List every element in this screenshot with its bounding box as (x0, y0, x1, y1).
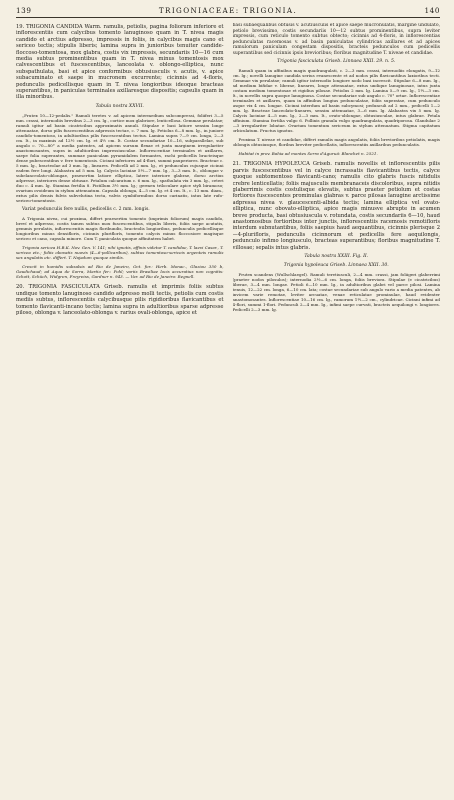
species-20-diagnosis: 20. TRIGONIA FASCICULATA Griseb. ramulis et imprimis foliis subtus undique tomento lanuginoso candido adpresso molli tectis, petiolis cum costis mediis subtus, inflorescentiis calycibusque pilis rigidioribus flavicantibus et tomento flavicanti-incano tectis; lamina supra in adultioribus sparse adpresse piloso, oblonga v. lanceolato-oblonga v. rarius ovali-oblonga, apice et (16, 284, 224, 317)
species-21-synonymy: Trigonia hypoleuca Griseb. Linnaea XXII. 30. (283, 262, 389, 268)
species-19-localities: Crescit in humidis subsalsis ad Rio de Janeiro, Oct. for.: Herb. Monac., Glaziou 350 b, Gaudichaud; ad Aqua de Sorra, Martio fer.: Pohl; variis Brasiliae locis accuratius non cognitis: Schott, Schüch, Widgren, Freyreiss, Gardner n. 943. — Var. ad Rio de Janeiro: Regnell. (16, 264, 224, 280)
species-20-habitat: Habitat in prov. Bahia ad montes Serra d'Aguruá: Blanchet n. 2521. (238, 151, 378, 157)
species-19-diagnosis: 19. TRIGONIA CANDIDA Warm. ramulis, petiolis, pagina foliorum inferiore et inflorescentiis cum calycibus tomento lanuginoso quam in T. nivea magis candido et arctius adpresso, impressis in foliis, in calycibus magis cano et sericeo tectis; stipulis liberis; lamina supra in junioribus tenuiter candide-floccoso-tomentosa, mox glabra, costis vix impressis, secundariis 10—16 cum media subtus prominentibus quam in T. nivea minus tomentosis mox calvescentibus et fuscescentibus, lanceolata v. oblongo-elliptica, nunc subspathulata, basi et apice conformibus obtusiusculis v. acutis, v. apice subacuminato et saepe in mucronem excurrente; cicinnis ad 4-floris, pedunculis pedicellisque quam in T. nivea longioribus ideoque bracteas superantibus, in paniculas terminales axillaresque dispositis; capsulis quam in illa minoribus. (16, 24, 224, 101)
species-21-plate-reference: Tabula nostra XXIII. Fig. II. (304, 253, 369, 259)
right-page-number: 140 (424, 6, 440, 15)
species-21-description: Frutex scandens (Wullschlaegel). Ramuli teretiusculi, 2—4 mm. crassi, jam foliigeri glaberrimi (praeter nodos pilosulos); internodia 2½—6 cm. longa, foliis breviora. Stipulae (e cicatricibus) liberae, 3—4 mm. longae. Petioli 6—10 mm. lg., in adultioribus glabri vel parce pilosi. Lamina tenuis, 12—22 cm. longa, 6—10 cm. lata; costae secundariae sub angulo vario a media patentes, ab invicem varie remotae, leviter arcuatae, venae reticulatae prominulae, haud evidenter anastomosantes. Inflorescentiae 10—16 cm. lg., ramorum 1½—2 cm., cylindricae. Cicinni infimi ad 4-flori, summi 1-flori. Pedunculi 2—4 mm. lg., infimi saepe curvati, bracteis aequilongi v. longiores. Pedicelli 2—3 mm. lg. (232, 271, 440, 312)
left-page-number: 139 (16, 6, 32, 15)
species-20-synonymy: Trigonia fasciculata Griseb. Linnaea XXII. 29. n. 5. (277, 59, 396, 65)
right-column (233, 23, 441, 793)
species-20-affinity: Proxima T. niveae et candidae, differt ramulis magis angulatis, foliis brevioribus petiolatis, magis oblongis obtusiusque, floribus breviter pedicellatis, inflorescentiis axillaribus pedunculatis. (232, 137, 440, 148)
left-column (16, 23, 224, 793)
running-head (16, 6, 440, 18)
running-title: TRIGONIACEAE: TRIGONIA. (158, 6, 298, 15)
species-19-affinity: A Trigonia nivea, cui proxima, differt praesertim tomento (imprimis foliorum) magis candido, breví et adpresso, costis tamen subtus mox fuscescentibus, stipulis liberis, foliis saepe acutatis, gemmis perulatis, inflorescentiis magis floribundis, bracteolis longioribus, pedunculis pedicellisque longioribus minus densifloris, cicinnis pluriflorís, tomento calycis minus floccosiore magisque sericeo et cano, capsula minore. Cum T. paniculata quoque affinitatem habet. (16, 216, 224, 242)
species-19-synonymy: Trigonia sericea H.B.K. Nov. Gen. V. 141; nihi ignotis, affinis videtur T. candidae, T. laevi Casar., T. sericea etc.; foliis obovatis nuovis (4—6-pollicaribus), subtus tomentoso-sericeis argenteis ramulis sex angulatis etc. differt. T. Najadum quoque similis. (16, 245, 224, 261)
species-19-description: „Frutex 10—12-pedalis." Ramuli teretes v. ad apicem intermedium subcompressi, foliiferi 3—5 mm. crassi, internodiis brevibus 2—3 cm. lg., cortice mox glabriore, lenticellosa. Gemmae perulatae; ramuli igitur ad basin cicatricibus approximatis annuli. Stipulae e basi latiore sensim longe attenuatae, dorso pilis fuscescentibus adpressis tectae, c. 7 mm. lg. Petiolus 6—8 mm. lg., in juniore candido-tomentoso, in adultioribus pilis fuscescentibus tectus. Lamina supra 7—9 cm. longa, 2—3 cm. lt., in maximis ad 12½ cm. lg. et 4½ cm. lt. Costae secundariae 10—16, subparallelae, sub angulo c. 70—80° a media patentes, ad apicem sursum flexae et juxta marginem irregulariter anastomosantes, supra in adultioribus impressiusculae. Inflorescentiae terminales et axillares, saepe folia superantes, summae paniculam pyramidalem formantes, rachi pedicellis bracteisque dense pubescentibus v. fere tomentosis. Cicinni inferiores ad 4-flori, summi pauperiores. Bracteae c. 5 mm. lg., bracteolae ad 3 mm. lg., lineares. Pedicelli ad 2 mm. lg., et pedunculus cujusque cicinni eadem fere longi. Alabastra ad 5 mm. lg. Calycis laciniae 5½—7 mm. lg., 3—3 mm. lt., oblongae v. subelanceolato-oblongae, praesertim latiore elliptica, latere interiore glabrae, dorso arctius adpresse, interiores dense obtusae. Petalum calcaratum c. 6 mm. lg., spathulata vix 3 mm. lg., ceteri duo c. 4 mm. lg. Stamina fertilia 8. Pistillum 3½ mm. lg.; germen triloculare apice styli biramoso; ovarium ovoideum in stylum attenuatum. Capsula oblonga, 4—5 cm. lg. et 4 cm. lt., c. 13 mm. diam., extus pilis densis fulvis subvelutina tecta, valvis cymbiformibus dorso carinatis, intus late rufo-sericeo-tomentosis. (16, 112, 224, 203)
species-21-diagnosis: 21. TRIGONIA HYPOLEUCA Griseb. ramulis novellis et inflorescentiis pilis parvis fuscescentibus vel in calyce incrassatis flavicantibus tectis, calyce quoque subtomentoso flavicanti-cano; ramulis cito glabris fuscis nitidulis crebre lenticellatis; foliis majusculis membranaceis discoloribus, supra nitidis glaberrimis costis costulisque elevatis, subtus praeter petiolum et costas fortiores fuscescentes prominulas glabras v. parce pilosas lanugine arctissime adpressa nivea v. glaucescenti-albida tectis; lamina elliptica vel ovato-elliptica, nunc obovato-elliptica, apice magis minusve abrupte in acumen breve producta, basi obtusiuscula v. rotundata, costis secundariis 6—10, haud anastomosibus fortioribus inter junctis, inflorescentiis racemosis remotifloris interdum subnutantibus, foliis saepius haud aequantibus, cicinnis plerisque 2—4-plurifloris, pedunculis cicinnorum et pedicellis fere aequilongis, pedunculo infimo longiusculo, bracteas superantibus; floribus magnitudine T. villosae; sepalis intus glabris. (232, 161, 440, 251)
text-columns (16, 23, 440, 793)
species-19-plate-reference: Tabula nostra XXVII. (95, 103, 144, 109)
species-19-variety-note: Varíat pedunculis fere nullis, pedicellis c. 2 mm. longis. (22, 206, 150, 212)
species-20-description: Ramuli quam in affinibus magis quadrangulati, c. 2—3 mm. crassi, internodiis elongatis, 9—12 cm. lg.; novelli lanugine candida serius evanescente et ad nodos pilis flavicantibus laxioribus tecti. Gemmae vix perulatae; ramuli igitur internodio longiore nodo basi increscit. Stipulae 6—8 mm. lg., ad medium bifidae v. liberae, lineares, longe attenuatae, extus undique lanuginosae, intus juxta costam medium tomentosae et rigidius pilosae. Petiolus 2 mm. lg. Lamina 5—9 cm. lg., 1½—3 cm. lt., in novellis supra quoque lanuginosa. Costae secundariae sub angulo c. 70° ortae. Inflorescentiae terminales et axillares, quam in affinibus longius pedunculatae, foliis superatae, cum pedunculo usque vix 4 cm. longae. Cicinni interdum ad basin subcymosi; pedunculi ad 2 mm., pedicelli 1—2 mm. lg. Bracteae lanceolato-lineares, sensim attenuatae, 3—6 mm. lg. Alabastra vix 5 mm. lg. Calycis laciniae 4—5 mm. lg., 2—3 mm. lt., ovato-oblongae, obtusiusculae, intus glabrae. Petala affinium. Stamina fertilia vulgo 6. Pollinis granula vulgo quadrangulata, quadriporosa. Glandulae 2—3 irregulariter lobatae. Ovarium tomentum sericeum in stylum attenuatum. Stigma capitatum orbiculatum. Fructus ignotus. (232, 68, 440, 134)
species-20-diagnosis-continued: basi subaequalibus obtusis v. acutiusculis et apice saepe mucronulatis, margine undulato, petiolo brevissimo, costis secundariis 10—12 subtus prominentibus, supra leviter impressis, cum reticulo tomento subtus obtecto; cicinnis ad 4-floris, in inflorescentias pedunculatas racemosas v. ad basin paniculatas cylindricas axillares et ad apices ramulorum paniculam congestam dispositis, bracteis pedunculos cum pedicellis superantibus sed cicinnis ipsis brevioribus; floribus magnitudine T. niveae et candidae. (232, 23, 440, 56)
